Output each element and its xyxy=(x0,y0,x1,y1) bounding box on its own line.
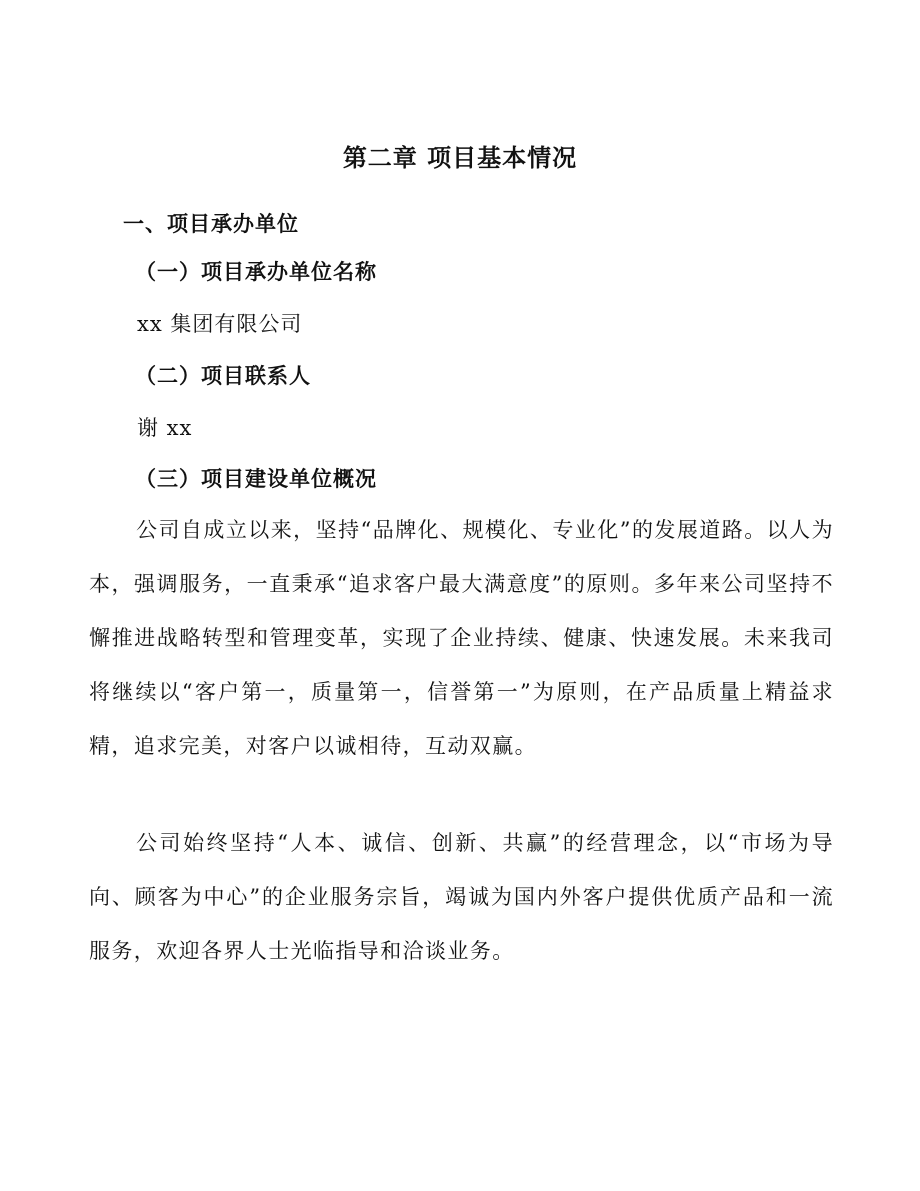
subsection-heading-overview: （三）项目建设单位概况 xyxy=(135,466,377,491)
subsection-heading-company-name: （一）项目承办单位名称 xyxy=(135,259,377,284)
subsection-heading-contact: （二）项目联系人 xyxy=(135,363,311,388)
overview-paragraph: 公司自成立以来，坚持“品牌化、规模化、专业化”的发展道路。以人为本，强调服务，一直秉承“追求客户最大满意度”的原则。多年来公司坚持不懈推进战略转型和管理变革，实现了企业持续、健康、快速发展。未来我司将继续以“客户第一，质量第一，信誉第一”为原则，在产品质量上精益求精，追求完美，对客户以诚相待，互动双赢。 xyxy=(89,518,834,758)
chapter-title: 第二章 项目基本情况 xyxy=(342,143,578,172)
section-heading: 一、项目承办单位 xyxy=(123,211,299,236)
contact-person-text: 谢 xx xyxy=(137,416,193,440)
company-name-text: xx 集团有限公司 xyxy=(137,312,303,336)
philosophy-paragraph: 公司始终坚持“人本、诚信、创新、共赢”的经营理念，以“市场为导向、顾客为中心”的企业服务宗旨，竭诚为国内外客户提供优质产品和一流服务，欢迎各界人士光临指导和洽谈业务。 xyxy=(89,831,834,963)
